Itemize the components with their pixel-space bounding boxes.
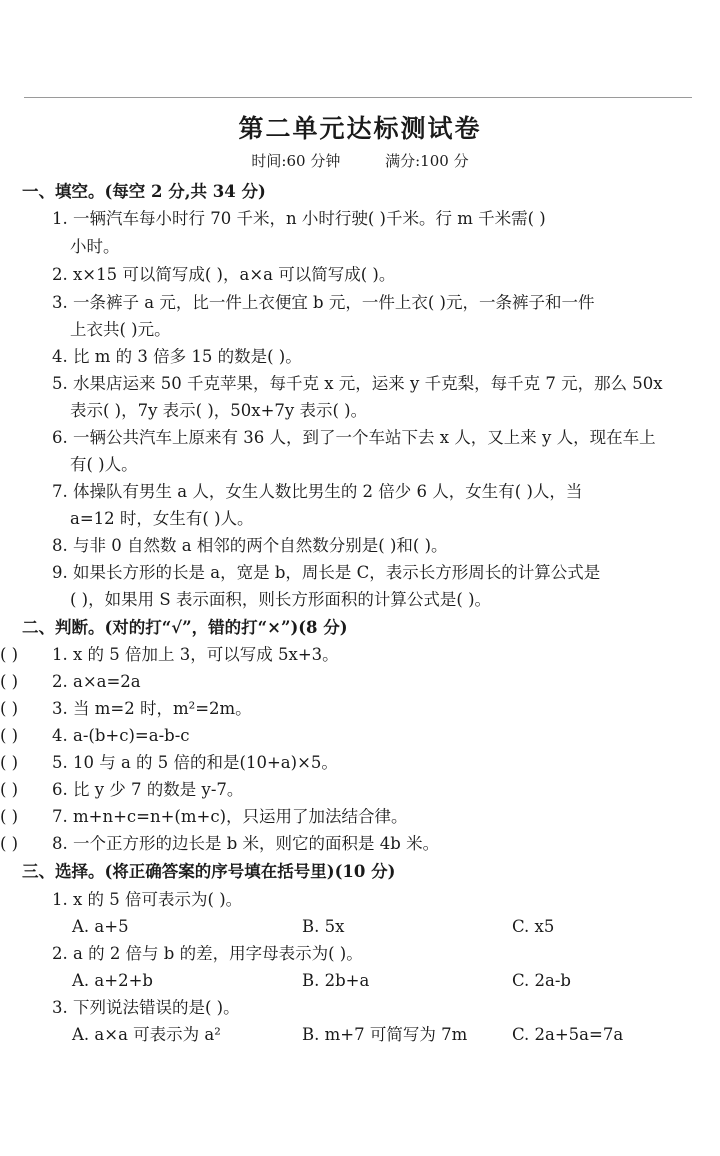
choice-question: 3. 下列说法错误的是( )。 — [52, 998, 240, 1017]
judge-item: 5. 10 与 a 的 5 倍的和是(10+a)×5。 — [52, 753, 338, 772]
option-c: C. 2a+5a=7a — [512, 1025, 624, 1044]
fill-line: 6. 一辆公共汽车上原来有 36 人，到了一个车站下去 x 人，又上来 y 人，现在车上 — [52, 428, 656, 447]
fill-line: 3. 一条裤子 a 元，比一件上衣便宜 b 元，一件上衣( )元，一条裤子和一件 — [52, 293, 595, 312]
fill-line: 7. 体操队有男生 a 人，女生人数比男生的 2 倍少 6 人，女生有( )人，当 — [52, 482, 583, 501]
answer-paren: ( ) — [0, 699, 19, 718]
page-title: 第二单元达标测试卷 — [238, 114, 482, 143]
fill-line: a=12 时，女生有( )人。 — [70, 509, 254, 528]
option-b: B. m+7 可简写为 7m — [302, 1025, 468, 1044]
answer-paren: ( ) — [0, 726, 19, 745]
answer-paren: ( ) — [0, 807, 19, 826]
section1-heading: 一、填空。(每空 2 分,共 34 分) — [22, 182, 266, 201]
option-a: A. a+5 — [72, 917, 129, 936]
fill-line: 上衣共( )元。 — [70, 320, 171, 339]
answer-paren: ( ) — [0, 672, 19, 691]
judge-item: 8. 一个正方形的边长是 b 米，则它的面积是 4b 米。 — [52, 834, 440, 853]
answer-paren: ( ) — [0, 834, 19, 853]
judge-item: 6. 比 y 少 7 的数是 y-7。 — [52, 780, 244, 799]
section3-heading: 三、选择。(将正确答案的序号填在括号里)(10 分) — [22, 862, 396, 881]
judge-item: 2. a×a=2a — [52, 672, 141, 691]
answer-paren: ( ) — [0, 645, 19, 664]
exam-meta — [0, 150, 720, 171]
judge-item: 3. 当 m=2 时，m²=2m。 — [52, 699, 252, 718]
option-b: B. 2b+a — [302, 971, 370, 990]
full-score: 满分:100 分 — [385, 152, 469, 170]
fill-line: 9. 如果长方形的长是 a，宽是 b，周长是 C，表示长方形周长的计算公式是 — [52, 563, 601, 582]
option-c: C. 2a-b — [512, 971, 571, 990]
answer-paren: ( ) — [0, 753, 19, 772]
choice-question: 1. x 的 5 倍可表示为( )。 — [52, 890, 243, 909]
section2-heading: 二、判断。(对的打“√”，错的打“×”)(8 分) — [22, 618, 348, 637]
fill-line: 有( )人。 — [70, 455, 138, 474]
option-a: A. a+2+b — [72, 971, 153, 990]
choice-question: 2. a 的 2 倍与 b 的差，用字母表示为( )。 — [52, 944, 363, 963]
fill-line: 表示( )，7y 表示( )，50x+7y 表示( )。 — [70, 401, 368, 420]
judge-item: 4. a-(b+c)=a-b-c — [52, 726, 190, 745]
header-rule — [24, 97, 692, 98]
option-b: B. 5x — [302, 917, 345, 936]
fill-line: ( )，如果用 S 表示面积，则长方形面积的计算公式是( )。 — [70, 590, 492, 609]
answer-paren: ( ) — [0, 780, 19, 799]
option-c: C. x5 — [512, 917, 555, 936]
fill-line: 8. 与非 0 自然数 a 相邻的两个自然数分别是( )和( )。 — [52, 536, 448, 555]
time-limit: 时间:60 分钟 — [251, 152, 341, 170]
fill-line: 4. 比 m 的 3 倍多 15 的数是( )。 — [52, 347, 302, 366]
fill-line: 5. 水果店运来 50 千克苹果，每千克 x 元，运来 y 千克梨，每千克 7 元，那么 50x — [52, 374, 663, 393]
judge-item: 1. x 的 5 倍加上 3，可以写成 5x+3。 — [52, 645, 339, 664]
judge-item: 7. m+n+c=n+(m+c)，只运用了加法结合律。 — [52, 807, 408, 826]
option-a: A. a×a 可表示为 a² — [72, 1025, 221, 1044]
fill-line: 1. 一辆汽车每小时行 70 千米，n 小时行驶( )千米。行 m 千米需( ) — [52, 209, 546, 228]
fill-line: 小时。 — [70, 237, 120, 256]
fill-line: 2. x×15 可以简写成( )，a×a 可以简写成( )。 — [52, 265, 396, 284]
